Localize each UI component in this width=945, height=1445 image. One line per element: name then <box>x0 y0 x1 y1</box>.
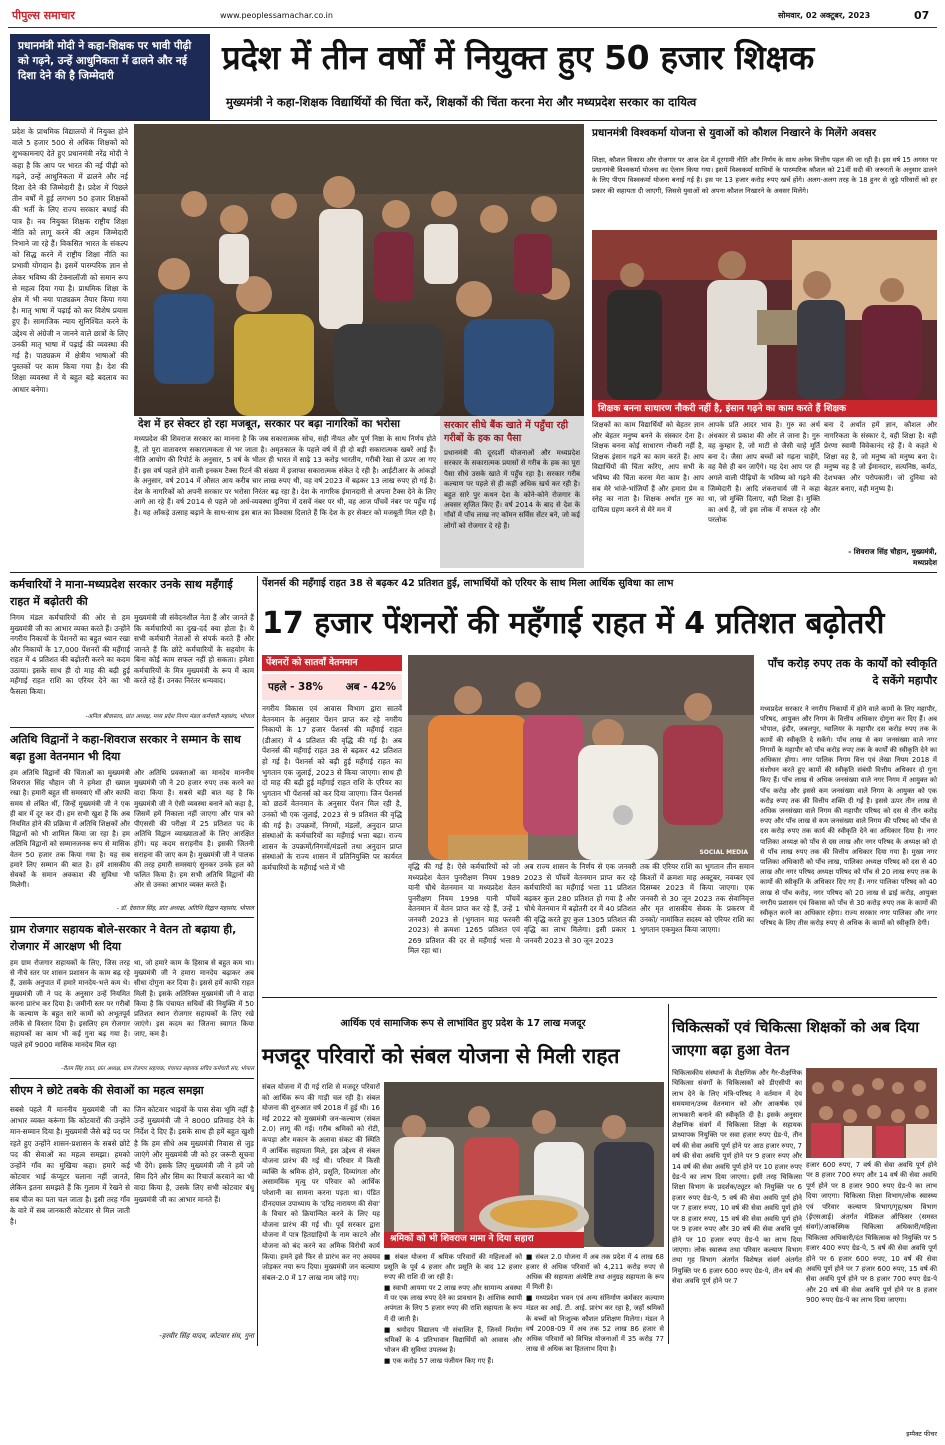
labour-bullets-right <box>526 1252 664 1353</box>
main-subhead: मुख्यमंत्री ने कहा-शिक्षक विद्यार्थियों की चिंता करें, शिक्षकों की चिंता करना मेरा और मध्यप्रदेश सरकार का दायित्व <box>226 95 697 109</box>
classroom-photo-image <box>134 124 584 416</box>
classroom-photo-caption: देश में हर सेक्टर हो रहा मजबूत, सरकार पर बढ़ा नागरिकों का भरोसा <box>138 417 400 430</box>
vishwakarma-title: प्रधानमंत्री विश्वकर्मा योजना से युवाओं को कौशल निखारने के मिलेंगे अवसर <box>592 127 877 139</box>
gray-box-body: प्रधानमंत्री की दूरदर्शी योजनाओं और मध्यप्रदेश सरकार के सकारात्मक प्रयासों से गरीब के हक का पूरा पैसा सीधे उसके खाते में पहुँच रहा है। सरकार गरीब कल्याण पर पहले से ही कहीं अधिक खर्च कर रही है। बहुत सारे पुर कथन देश के कोने-कोने रोजगार के अवसर सृजित किए हैं। वर्ष 2014 के बाद से देश के गाँवों में पाँच लाख नए कॉमन सर्विस सेंटर बने, जो कई लोगों को रोजगार दे रहे हैं। <box>444 449 580 530</box>
labour-banner: आर्थिक एवं सामाजिक रूप से लाभांवित हुए प्रदेश के 17 लाख मजदूर <box>340 1018 586 1029</box>
rozgar-sahayak-body-2: था, जो हमारे काम के हिसाब से बहुत कम था। मुख्यमंत्री जी ने हमारा मानदेय बढ़ाकर अब सीधा दोगुना कर दिया है। इससे हमें काफी राहत मिली है। इसके अतिरिक्त मुख्यमंत्री जी ने वादा किया है कि पंचायत सचिवों की नियुक्ति में 50 प्रतिशत स्थान रोजगार सहायकों के लिए रखे जाएंगे। इस कदम का जितना स्वागत किया जाए, कम है। <box>134 959 254 1039</box>
quote-credit: - शिवराज सिंह चौहान, मुख्यमंत्री, मध्यप्रदेश <box>848 547 937 567</box>
pension-box-values <box>262 674 402 700</box>
labour-bullet-2: ■ स्वाभी आयमा पर 2 लाख रुपए और सामान्य अवस्था में पर एक लाख रुपए देने का प्रावधान है। आंशिक स्थायी अपंगता के लिए 5 हजार रुपए की राशि सहायता के रूप में दी जाती है। <box>384 1284 522 1323</box>
pension-col-c: तक की एरियर राशि का भुगतान तीन समान किश्तों में क्रमशः माह अक्टूबर, नवम्बर एवं दिसम्बर 2023 में किया जाएगा। एक जनवरी से 30 जून 2023 तक सेवानिवृत्त और मृत शासकीय सेवक के प्रकरण में उनको/ नामांकित सदस्य को एरियर राशि का भुगतान एकमुश्त किया जाएगा। <box>640 862 754 934</box>
guest-scholars-credit: - डॉ. देवराज सिंह, प्रांत अध्यक्ष, अतिथि विद्वान महासंघ, भोपाल <box>116 905 254 912</box>
guest-scholars-body-2: और अतिथि प्रवक्ताओं का मानदेय माननीय मुख्यमंत्री जी ने 20 हजार रुपए तक करने का वादा किया है। सबसे बड़ी बात यह है कि मुख्यमंत्री जी ने ऐसी व्यवस्था बनाने को कहा है, जिसमें हमें निकाला नहीं जाएगा और पात्र को पीएससी की परीक्षा में 25 प्रतिशत पद के अतिथि विद्वान व्याख्याताओं के लिए आरक्षित होंगे। यह कदम सराहनीय है। इसकी जितनी सराहना की जाए कम है। मुख्यमंत्री जी ने पालक की तरह हमारी समस्याएं सुनकर उनके हल को फलित किया है। हम सभी अतिथि विद्वानों की ओर से उनका आभार व्यक्त करते हैं। <box>134 769 254 890</box>
kicker-box <box>10 34 210 120</box>
employees-body-2: मुख्यमंत्री जी संवेदनशील नेता हैं और जानते हैं कि कर्मचारियों का दुख-दर्द क्या होता है। ये सभी कर्मचारी नेताओं से संपर्क करते हैं और जानते हैं कि छोटे कर्मचारियों के सहयोग के बिना कोई काम सफल नहीं हो सकता। हमेशा कर्मचारियों के मित्र मुख्यमंत्री के रूप में काम करते रहे हैं। उनका निरंतर धन्यवाद। <box>134 613 254 685</box>
medical-photo <box>806 1068 937 1158</box>
labour-bullet-1: ■ संबल योजना में श्रमिक परिवारों की महिलाओं को प्रसूति के पूर्व 4 हजार और प्रसूति के बाद 12 हजार रुपए की राशि दी जा रही है। <box>384 1253 522 1282</box>
labour-photo <box>384 1082 664 1247</box>
labour-photo-image <box>384 1082 664 1247</box>
vishwakarma-body: शिक्षा, कौशल विकास और रोजगार पर आज देश में दूरगामी नीति और निर्णय के साथ अनेक वित्तीय पहल की जा रही है। इस वर्ष 15 अगस्त पर प्रधानमंत्री विश्वकर्मा योजना का ऐलान किया गया। इसमें विश्वकर्मा साथियों के पारम्परिक कौशल को 21वीं सदी की जरूरतों के अनुसार ढालने के लिए पीएम विश्वकर्मा योजना बनाई गई है। इस पर 13 हजार करोड़ रुपए खर्च होंगे। अलग-अलग तरह के 18 हुनर से जुड़े परिवारों को हर प्रकार की सहायता दी जाएगी, जिससे युवाओं को अपना कौशल निखारने के अवसर मिलेंगे। <box>592 156 937 195</box>
masthead-logo: पीपुल्स समाचार <box>12 9 75 22</box>
pension-now: अब - 42% <box>345 680 396 693</box>
medical-photo-image <box>806 1068 937 1158</box>
main-photo-body: मध्यप्रदेश की शिवराज सरकार का मानना है कि जब सकारात्मक सोच, सही नीयत और पूर्ण निष्ठा के साथ निर्णय होते हैं, तो पूरा वातावरण सकारात्मकता से भर जाता है। अमृतकाल के पहले वर्ष में ही दो बड़ी सकारात्मक खबरें आई हैं। नीति आयोग की रिपोर्ट के अनुसार, 5 वर्ष के भीतर ही भारत में साढ़े 13 करोड़ भारतीय, गरीबी रेखा से ऊपर आ गए हैं। इस वर्ष पहले होने वाली इनकम टैक्स रिटर्न की संख्या में इजाफा सकारात्मक संकेत दे रही है। आईटीआर के आंकड़ों के अनुसार, वर्ष 2014 में औसत आय करीब चार लाख रुपए थी, वह वर्ष 2023 में बढ़कर 13 लाख रुपए हो गई है। देश के नागरिकों को अपनी सरकार पर भरोसा निरंतर बढ़ रहा है। देश के नागरिक ईमानदारी से अपना टैक्स देने के लिए आगे आ रहे हैं। वर्ष 2014 से पहले जो अर्ध-व्यवस्था दुनिया में दसवें नंबर पर थी, वह आज पाँचवें नंबर पर पहुँच गई है। यह आँकड़े उत्साह बढ़ाने के साथ-साथ इस बात का विश्वास दिलाते हैं कि देश के हर सेक्टर को मजबूती मिल रही है। <box>134 434 436 517</box>
kotwar-body-1: सबसे पहले मैं माननीय मुख्यमंत्री जी का आभार व्यक्त करूंगा कि कोटवारों की उन्होंने मान-सम्मान दिया है। मुख्यमंत्री जैसे बड़े पद पर रहते हुए उन्होंने शासन-प्रशासन के सबसे छोटे पद की सेवाओं का महत्व समझा। हमको उन्होंने गाँव का मुखिया कहा। हमारे कई कोटवार भाई कंप्यूटर चलाना नहीं जानते, लेकिन इतना समझते हैं कि गुलाम में रेखने से सब चीज का पता चल जाता है। इसी तरह गाँव के वारे में सब जानकारी कोटवार से मिल जाती है। <box>10 1105 131 1227</box>
pension-before: पहले - 38% <box>268 680 323 693</box>
labour-bullets-left <box>384 1252 522 1365</box>
employees-body-1: निगम मंडल कर्मचारियों की ओर से हम मुख्यमंत्री जी का आभार व्यक्त करते हैं। उन्होंने नगरीय निकायों के पेंशनरों का बहुत ध्यान रखा और निकायों के 17,000 पेंशनरों की महँगाई राहत में 4 प्रतिशत की बढ़ोतरी करने का कदम उठाया। इसके साथ ही दो माह की बढ़ी हुई महँगाई राहत राशि का एरियर देने का भी फैसला किया। <box>10 613 130 696</box>
impact-feature-label: इम्पैक्ट फीचर <box>906 1430 937 1438</box>
ceremony-photo-caption: शिक्षक बनना साधारण नौकरी नहीं है, इंसान गढ़ने का काम करते हैं शिक्षक <box>592 400 937 417</box>
pension-box-title: पेंशनरों को सातवाँ वेतनमान <box>262 655 402 671</box>
rozgar-sahayak-credit: -रीतम सिंह रावत, प्रांत अध्यक्ष, ग्राम रोजगार सहायक, पंचायत सहायक सचिव कर्मचारी संघ, भोपाल <box>61 1066 254 1072</box>
mayor-body: मध्यप्रदेश सरकार ने नगरीय निकायों में होने वाले कामों के लिए महापौर, परिषद, आयुक्त और निगम के वित्तीय अधिकार दोगुना कर दिए हैं। अब भोपाल, इंदौर, जबलपुर, ग्वालियर के महापौर दस करोड़ रुपए तक के कामों की स्वीकृति दे सकेंगे। पाँच लाख से कम जनसंख्या वाले नगर निगमों के महापौर को पाँच करोड़ रुपए तक के कार्यों की स्वीकृति देने का अधिकार होगा। नगर पालिक निगम वित्त एवं लेखा नियम 2018 में संशोधन करते हुए कामों की स्वीकृति संबंधी वित्तीय अधिकार दो गुना किए हैं। पाँच लाख से अधिक जनसंख्या वाले नगर निगम में आयुक्त को पाँच करोड़ और इससे कम जनसंख्या वाले निगम के आयुक्त को एक करोड़ रुपए तक की वित्तीय शक्ति दी गई है। इससे ऊपर तीन लाख से अधिक जनसंख्या वाले निगम की महापौर परिषद को दस से तीन करोड़ रुपए और पाँच लाख से कम जनसंख्या वाले निगम की परिषद को पाँच से दस करोड़ रुपए तक कार्य की स्वीकृति देने का अधिकार दिया है। नगर पालिका अध्यक्ष को पाँच से दस लाख और नगर परिषद के अध्यक्ष को दो से पाँच लाख रुपए तक की वित्तीय अधिकार दिया गया है। मुख्य नगर पालिका अधिकारी को पाँच लाख, पालिका अध्यक्ष परिषद को दस से 40 लाख और नगर परिषद अध्यक्ष परिषद को पाँच से 20 लाख रुपए तक के कामों की स्वीकृति के अधिकार दिए गए हैं। नगर पालिका परिषद को 40 लाख से पाँच करोड़, नगर परिषद को 20 लाख से ढाई करोड़, आयुक्त नगरीय प्रशासन एवं विकास को पाँच से 30 करोड़ रुपए तक के कामों की स्वीकृत करने का अधिकार रहेगा। राज्य सरकार नगर पालिका और नगर परिषद के लिए तीस करोड़ रुपए से अधिक के कामों को स्वीकृति देगी। <box>760 705 937 928</box>
pension-banner: पेंशनर्स की महँगाई राहत 38 से बढ़कर 42 प्रतिशत हुई, लाभार्थियों को एरियर के साथ मिला आर्थिक सुविधा का लाभ <box>262 578 674 589</box>
quote-col-3: बना दे अर्थात हमें ज्ञान, कौशल और नागरिकता के संस्कार दे, वही शिक्षा है। वही प्रेरणा स्वामी विवेकानंद रहे हैं। वे कहते थे शिक्षा वह है, जो मनुष्य को मनुष्य बना दे। मनुष्य वह है जो ईमानदार, सत्यनिष्ठ, कर्मठ, देशभक्त और परोपकारी। जो दुनिया को बेहतर बनाए, वही मनुष्य है। <box>824 421 937 493</box>
gray-box <box>440 416 584 568</box>
quote-col-2: आपके प्रति आदर भाव है। गुरु का अर्थ अंधकार से प्रकाश की ओर ले जाना है। गुरु वह कुम्हार है, जो माटी से जैसी चाहे मूर्ति बना दे। जैसा आप बच्चों को गढ़ना चाहेंगे, वह वैसे ही बन जाएँगे। यह देश आप पर ही अगले वाली पीढ़ियों के भविष्य को गढ़ने की जिम्मेदारी है। आदि शंकराचार्य जी ने कहा था, जो मुक्ति दिलाए, वही शिक्षा है। मुक्ति का अर्थ है, जो इस लोक में सफल रहे और परलोक <box>708 421 820 525</box>
pension-body-left: नगरीय विकास एवं आवास विभाग द्वारा सातवें वेतनमान के अनुसार पेंशन प्राप्त कर रहे नगरीय निकायों के 17 हजार पेंशनर्स की महँगाई राहत (डीआर) में 4 प्रतिशत की वृद्धि की गई है। अब पेंशनर्स की महँगाई राहत 38 से बढ़कर 42 प्रतिशत हो गई है। पेंशनर्स को बढ़ी हुई महँगाई राहत का भुगतान एक जुलाई, 2023 से किया जाएगा। साथ ही दो माह की बढ़ी हुई महँगाई राहत राशि के एरियर का भुगतान भी पेंशनर्स को कर दिया जाएगा। जिन पेंशनर्स को छठवें वेतनमान के अनुसार पेंशन मिल रही है, उनको भी एक जुलाई, 2023 से 9 प्रतिशत की वृद्धि की गई है। उपक्रमों, निगमों, मंडलों, अनुदान प्राप्त संस्थाओं के कर्मचारियों का महँगाई भत्ता बढ़ा। राज्य शासन के उपक्रमों/निगमों/मंडलों तथा अनुदान प्राप्त संस्थाओं के राज्य शासन में प्रतिनियुक्ति पर कार्यरत कर्मचारियों के महँगाई भत्ते में भी <box>262 704 402 872</box>
employees-title: कर्मचारियों ने माना-मध्यप्रदेश सरकार उनके साथ महँगाई राहत में बढ़ोतरी की <box>10 578 233 608</box>
quote-col-1: शिक्षकों का काम विद्यार्थियों को बेहतर ज्ञान और बेहतर मनुष्य बनने के संस्कार देना है। शिक्षक बनना कोई साधारण नौकरी नहीं है, शिक्षक इंसान गढ़ने का काम करते हैं। आप विद्यार्थियों की चिंता करिए, आप सभी के भविष्य की चिंता करना मेरा काम है। आप सब मेरे भांजे-भांजियाँ हैं और हमारा प्रेम व स्नेह का नाता है। शिक्षक अर्थात गुरु का दायित्व ग्रहण करने से मेरे मन में <box>592 421 704 514</box>
pension-col-a: वृद्धि की गई है। ऐसे कर्मचारियों को जो मध्यप्रदेश वेतन पुनरीक्षण नियम 1989 यानी चौथे वेतनमान या मध्यप्रदेश वेतन पुनरीक्षण नियम 1998 यानी पाँचवें वेतनमान में वेतन प्राप्त कर रहे हैं, उन्हें 1 जनवरी 2023 से (भुगतान माह फरवरी 2023) से क्रमशः 1265 प्रतिशत एवं 269 प्रतिशत की दर से महँगाई भत्ता मे मिल रहा था। <box>408 862 520 955</box>
main-left-body: प्रदेश के प्राथमिक विद्यालयों में नियुक्त होने वाले 5 हजार 500 से अधिक शिक्षकों को शुभकामनाएं देते हुए प्रधानमंत्री नरेंद्र मोदी ने कहा है कि आप पर भारत की नई पीढ़ी को गढ़ने, उन्हें आधुनिकता में ढालने और नई दिशा देने की जिम्मेदारी है। प्रदेश में पिछले तीन वर्षों में हुई लगभग 50 हजार शिक्षकों की भर्ती के लिए राज्य सरकार बधाई की पात्र है। नव नियुक्त शिक्षक राष्ट्रीय शिक्षा नीति को लागू करने की अहम जिम्मेदारी निभाने जा रहे हैं। विकसित भारत के संकल्प को सिद्ध करने में राष्ट्रीय शिक्षा नीति का प्रभावी योगदान है। इसमें पारम्परिक ज्ञान से लेकर भविष्य की टेक्नालॉजी को समान रूप से महत्व दिया गया है। प्राथमिक शिक्षा के क्षेत्र में भी नया पाठ्यक्रम तैयार किया गया है। मातृ भाषा में पढ़ाई को कर विशेष प्रयास हुए हैं। सामाजिक न्याय सुनिश्चित करने के उद्देश्य से अंग्रेजी न जानने वाले छात्रों के लिए उनकी मातृ भाषा में पढ़ाई की व्यवस्था की गई है। पाठ्यक्रम में क्षेत्रीय भाषाओं की पुस्तकों पर काम किया गया है। देश की शिक्षा व्यवस्था में ये बहुत बड़े बदलाव का आधार बनेगा। <box>12 127 128 394</box>
employees-credit: -अनिल श्रीवास्तव, प्रांत अध्यक्ष, मध्य प्रदेश निगम मंडल कर्मचारी महासंघ, भोपाल <box>85 714 254 720</box>
masthead-url: www.peoplessamachar.co.in <box>220 11 333 20</box>
medical-headline: चिकित्सकों एवं चिकित्सा शिक्षकों को अब दिया जाएगा बढ़ा हुआ वेतन <box>672 1019 919 1059</box>
pension-photo-image <box>408 655 754 860</box>
main-headline: प्रदेश में तीन वर्षों में नियुक्त हुए 50 हजार शिक्षक <box>222 38 814 77</box>
gray-box-title: सरकार सीधे बैंक खाते में पहुँचा रही गरीबों के हक का पैसा <box>444 420 569 444</box>
ceremony-photo-image <box>592 230 937 400</box>
masthead-date: सोमवार, 02 अक्टूबर, 2023 <box>778 11 871 20</box>
labour-bullet-4: ■ एक करोड़ 57 लाख पंजीयन किए गए हैं। <box>384 1356 494 1365</box>
rozgar-sahayak-title: ग्राम रोजगार सहायक बोले-सरकार ने वेतन तो बढ़ाया ही, रोजगार में आरक्षण भी दिया <box>10 923 237 953</box>
medical-col-2: हजार 600 रुपए, 7 वर्ष की सेवा अवधि पूर्ण होने पर 8 हजार 700 रुपए और 14 वर्ष की सेवा अवधि पूर्ण होने पर 8 हजार 900 रुपए ग्रेड-पे का लाभ दिया जाएगा। चिकित्सा शिक्षा विभाग/लोक स्वास्थ्य एवं परिवार कल्याण विभाग/गृह/श्रम विभाग (ईएसआई) अंतर्गत मेडिकल ऑफिसर (समस्त संवर्ग)/आकस्मिक चिकित्सा अधिकारी/महिला चिकित्सा अधिकारी/दंत चिकित्सक को नियुक्ति पर 5 हजार 400 रुपए ग्रेड-पे, 5 वर्ष की सेवा अवधि पूर्ण होने पर 6 हजार 600 रुपए, 10 वर्ष की सेवा अवधि पूर्ण होने पर 7 हजार 600 रुपए, 15 वर्ष की सेवा अवधि पूर्ण होने पर 8 हजार 700 रुपए ग्रेड-पे और 20 वर्ष की सेवा अवधि पूर्ण होने पर 8 हजार 900 रुपए ग्रेड-पे का लाभ दिया जाएगा। <box>806 1161 937 1305</box>
kotwar-credit: -हरवीर सिंह यादव, कोटवार संघ, गुना <box>159 1332 254 1340</box>
pension-col-b: अब राज्य शासन के निर्णय से एक जनवरी 2023 से पाँचवें वेतनमान प्राप्त कर रहे कर्मचारियों का महँगाई भत्ता 11 प्रतिशत बढ़कर कुल 280 प्रतिशत हो गया है और चौथे वेतनमान में बढ़ोतरी दर में 40 प्रतिशत की वृद्धि करते हुए कुल 1305 प्रतिशत की वृद्धि का लाभ मिलेगा। इसी प्रकार 1 जनवरी 2023 से 30 जून 2023 <box>524 862 636 945</box>
labour-headline: मजदूर परिवारों को संबल योजना से मिली राहत <box>262 1044 620 1068</box>
labour-col-1: संबल योजना में दी गई राशि से मजदूर परिवारों को आर्थिक रूप की गाड़ी चल रही है। संबल योजना की शुरुआत वर्ष 2018 में हुई थी। 16 मई 2022 को मुख्यमंत्री जन-कल्याण (संबल 2.0) लागू की गई। गरीब श्रमिकों को रोटी, कपड़ा और मकान के अलावा संकट की स्थिति में आर्थिक सहायता मिले, इस उद्देश्य से संबल योजना प्रारंभ की गई थी। परिवार में किसी व्यक्ति के श्रमिक होने, प्रसूति, दिव्यांगता और असामयिक मृत्यु पर परिवार को आर्थिक परेशानी का सामना करना पड़ता था। पंडित दीनदयाल उपाध्याय के 'दरिद्र नारायण की सेवा' के विचार को क्रियान्वित करने के लिए यह योजना प्रारंभ की गई थी। पूर्व सरकार द्वारा योजना में पात्र हितग्राहियों के नाम काटने और योजना को बंद करने का अमिक विरोधी कार्य किया। हमने इसे फिर से प्रारंभ कर नए अवयव जोड़कर नया रूप दिया। मुख्यमंत्री जन कल्याण संबल-2.0 में 17 लाख नाम जोड़े गए। <box>262 1083 380 1282</box>
pension-headline: 17 हजार पेंशनरों की महँगाई राहत में 4 प्रतिशत बढ़ोतरी <box>262 606 885 641</box>
guest-scholars-body-1: हम अतिथि विद्वानों की चिंताओं का मुख्यमंत्री शिवराज सिंह चौहान जी ने हमेशा ही ख्याल रखा है। हमारी बहुत सी समस्याएं थीं और काफी समय से लंबित थीं, जिन्हें मुख्यमंत्री जी ने एक ही बार में दूर कर दी। हम सभी खुश हैं कि अब नियमित होने की प्रक्रिया में अतिथि शिक्षकों और विद्वानों को भी शामिल किया जा रहा है। हम अतिथि विद्वानों को सम्मानजनक रूप से मासिक वेतन 50 हजार तक किया गया है। यह सब हमारे लिए सम्मान की बात है। हमें शासकीय सेवकों के समान अवकाश की सुविधा भी मिलेगी। <box>10 769 130 890</box>
guest-scholars-title: अतिथि विद्वानों ने कहा-शिवराज सरकार ने सम्मान के साथ बढ़ा हुआ वेतनमान भी दिया <box>10 733 241 763</box>
rozgar-sahayak-body-1: हम ग्राम रोजगार सहायकों के लिए, जिस तरह से नीचे स्तर पर शासन प्रशासन के काम बढ़ रहे हैं, उसके अनुपात में हमारे मानदेय-भत्ते कम थे। मुख्यमंत्री जी ने पद के अनुसार उन्हें नियमित करना प्रारंभ कर दिया है। जमीनी स्तर पर गरीबों के कल्याण के बहुत सारे कामों को अभूतपूर्व तरीके से विस्तार दिया है। इसलिए हम रोजगार सहायकों का काम भी कई गुना बढ़ गया है। पहले हमें 9000 मासिक मानदेय मिल रहा <box>10 959 130 1049</box>
labour-bullet-5: ■ संबल 2.0 योजना में अब तक प्रदेश में 4 लाख 68 हजार से अधिक परिवारों को 4,211 करोड़ रुपए से अधिक की सहायता अंत्येष्टि तथा अनुग्रह सहायता के रूप में मिली है। <box>526 1253 664 1292</box>
ceremony-photo <box>592 230 937 400</box>
kotwar-title: सीएम ने छोटे तबके की सेवाओं का महत्व समझा <box>10 1084 204 1097</box>
labour-bullet-3: ■ श्रमोदय विद्यालय भी संचालित हैं, जिनमें निर्माण श्रमिकों के 4 प्रतिभावान विद्यार्थियों को आवास और भोजन की सुविधा उपलब्ध है। <box>384 1325 522 1354</box>
mayor-title: पाँच करोड़ रुपए तक के कार्यों को स्वीकृति दे सकेंगे महापौर <box>767 657 937 687</box>
classroom-photo <box>134 124 584 416</box>
kotwar-body-2: जिन कोटवार भाइयों के पास सेवा भूमि नहीं है उन्हें मुख्यमंत्री जी ने 8000 प्रतिमाह देने के निर्देश दे दिए हैं। इसके साथ ही हमें बहुत खुशी है कि हम सीधे अब मुख्यमंत्री निवास से जुड़ जाएंगे और मुख्यमंत्री जी को हर जरूरी सूचना भी देंगे। इसके लिए मुख्यमंत्री जी ने हमें जो सिम दिने और सिम का रिचार्ज करवाने का भी वादा किया है, उसके लिए सभी कोटवार बंधु मुख्यमंत्री जी का आभार मानते हैं। <box>134 1105 254 1204</box>
pension-photo <box>408 655 754 860</box>
masthead <box>8 6 937 28</box>
medical-intro: चिकित्सकीय संस्थानों के शैक्षणिक और गैर-शैक्षणिक चिकित्सा संवर्गों के चिकित्सकों को डीएसीपी का लाभ देने के लिए मंत्रि-परिषद ने वर्तमान में देय समयमान/उच्च वेतनमान को और आकर्षक एवं लाभकारी बनाने की स्वीकृति दी है। इसके अनुसार शैक्षणिक संवर्ग में चिकित्सा शिक्षा के सहायक प्राध्यापक नियुक्ति पर सवा हजार रुपए ग्रेड-पे, तीन वर्ष की सेवा अवधि पूर्ण होने पर आठ हजार रुपए, 7 वर्ष की सेवा अवधि पूर्ण होने पर 9 हजार रुपए और 14 वर्ष की सेवा अवधि पूर्ण होने पर 10 हजार रुपए ग्रेड-पे का लाभ दिया जाएगा। इसी तरह चिकित्सा शिक्षा विभाग के प्रदर्शक/ट्यूटर को नियुक्ति पर 6 हजार रुपए ग्रेड-पे, 5 वर्ष की सेवा अवधि पूर्ण होने पर 7 हजार रुपए, 10 वर्ष की सेवा अवधि पूर्ण होने पर 8 हजार रुपए, 15 वर्ष की सेवा अवधि पूर्ण होने पर 9 हजार रुपए और 30 वर्ष की सेवा अवधि पूर्ण होने पर 10 हजार रुपए ग्रेड-पे का लाभ दिया जाएगा। लोक स्वास्थ्य तथा परिवार कल्याण विभाग तथा गृह विभाग अंतर्गत विशेषज्ञ संवर्ग अंतर्गत नियुक्ति पर 6 हजार 600 रुपए ग्रेड-पे, तीन वर्ष की सेवा अवधि पूर्ण होने पर 7 <box>672 1069 802 1286</box>
kicker-text: प्रधानमंत्री मोदी ने कहा-शिक्षक पर भावी पीढ़ी को गढ़ने, उन्हें आधुनिकता में ढालने और नई दिशा देने की है जिम्मेदारी <box>18 40 192 82</box>
labour-photo-caption: श्रमिकों को भी शिवराज मामा ने दिया सहारा <box>384 1232 584 1248</box>
labour-bullet-6: ■ मध्यप्रदेश भवन एवं अन्य संनिर्माण कर्मकार कल्याण मंडल का आई. टी. आई. प्रारंभ कर रहा है, जहाँ श्रमिकों के बच्चों को निःशुल्क कौशल प्रशिक्षण मिलेगा। मंडल ने वर्ष 2008-09 में अब तक 52 लाख 86 हजार से अधिक परिवारों को विभिन्न योजनाओं में 35 करोड़ 77 लाख से अधिक का हितलाभ दिया है। <box>526 1294 664 1353</box>
pension-photo-credit: SOCIAL MEDIA <box>699 848 748 856</box>
page-number: 07 <box>914 9 930 22</box>
